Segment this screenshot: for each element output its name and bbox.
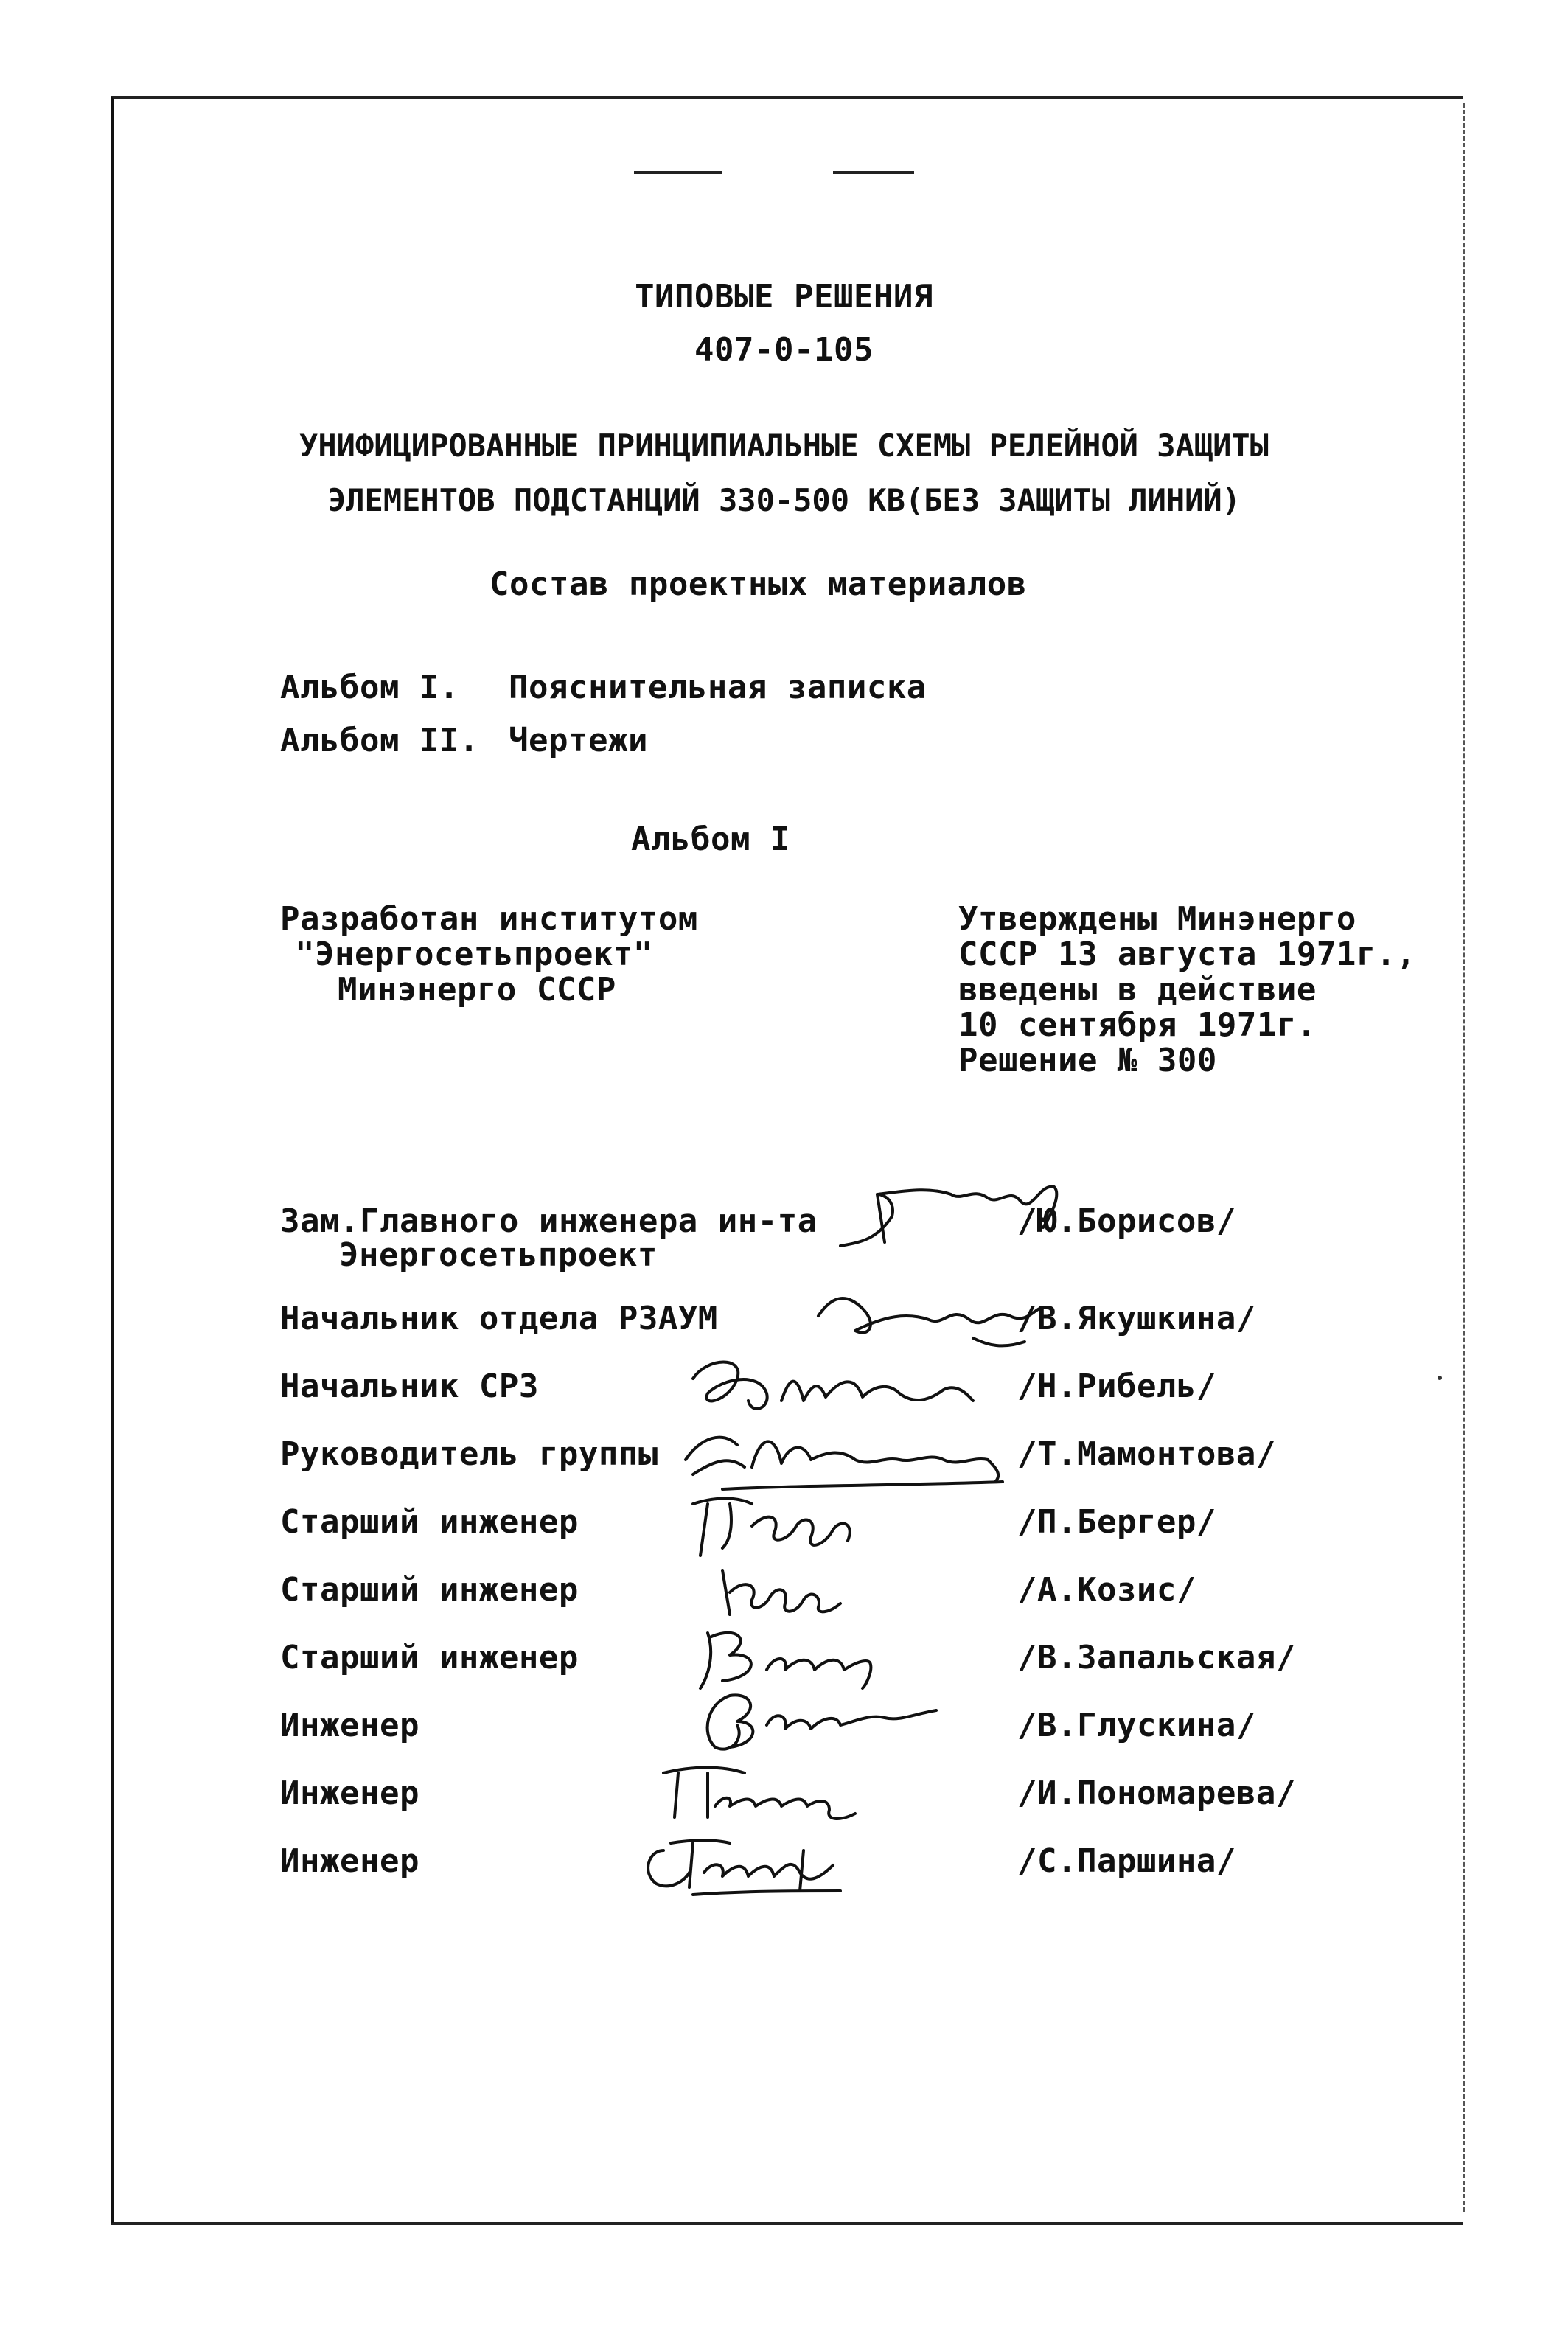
top-dash-left [634, 171, 722, 174]
album-2-title: Чертежи [509, 722, 648, 759]
signatory-name: /Н.Рибель/ [1017, 1368, 1216, 1405]
signatory-name: /А.Козис/ [1017, 1571, 1196, 1609]
title-line-2: ЭЛЕМЕНТОВ ПОДСТАНЦИЙ 330-500 КВ(БЕЗ ЗАЩИТЫ ЛИНИЙ) [327, 482, 1241, 518]
signatory-name: /Т.Мамонтова/ [1017, 1435, 1276, 1473]
signatory-role: Начальник отдела РЗАУМ [280, 1300, 718, 1337]
document-number: 407-0-105 [694, 331, 874, 369]
developer-line-1: Разработан институтом [280, 900, 698, 938]
contents-heading: Состав проектных материалов [489, 565, 1027, 603]
signatory-role: Начальник СРЗ [280, 1368, 539, 1405]
signatory-role-continued: Энергосетьпроект [339, 1236, 658, 1274]
signatory-role: Старший инженер [280, 1571, 579, 1609]
signatory-role: Руководитель группы [280, 1435, 658, 1473]
album-2-label: Альбом II. [280, 722, 479, 759]
scan-speck [1438, 1376, 1442, 1380]
signature-borisov [833, 1172, 1084, 1261]
signatory-name: /П.Бергер/ [1017, 1503, 1216, 1541]
signatory-name: /В.Глускина/ [1017, 1707, 1256, 1744]
developer-line-3: Минэнерго СССР [338, 971, 616, 1009]
signatory-name: /Ю.Борисов/ [1017, 1202, 1236, 1240]
signatory-name: /И.Пономарева/ [1017, 1774, 1296, 1812]
signatory-role: Инженер [280, 1842, 419, 1880]
signatory-name: /В.Запальская/ [1017, 1639, 1296, 1676]
approval-line-2: СССР 13 августа 1971г., [958, 936, 1416, 973]
developer-line-2: "Энергосетьпроект" [295, 936, 653, 973]
page-border [111, 96, 1463, 2225]
signatory-role: Инженер [280, 1707, 419, 1744]
signature-ponomareva [649, 1755, 870, 1828]
signature-parshina [634, 1821, 848, 1902]
signatory-role: Инженер [280, 1774, 419, 1812]
series-title: ТИПОВЫЕ РЕШЕНИЯ [635, 278, 933, 316]
signatory-role: Зам.Главного инженера ин-та [280, 1202, 818, 1240]
album-1-title: Пояснительная записка [509, 669, 927, 706]
signatory-name: /С.Паршина/ [1017, 1842, 1236, 1880]
approval-line-1: Утверждены Минэнерго [958, 900, 1356, 938]
approval-line-4: 10 сентября 1971г. [958, 1006, 1317, 1044]
title-line-1: УНИФИЦИРОВАННЫЕ ПРИНЦИПИАЛЬНЫЕ СХЕМЫ РЕЛЕЙНОЙ ЗАЩИТЫ [299, 428, 1269, 464]
album-1-label: Альбом I. [280, 669, 459, 706]
signature-gluskina [686, 1681, 966, 1762]
album-heading: Альбом I [631, 821, 790, 858]
signature-yakushkina [804, 1279, 1047, 1360]
signatory-role: Старший инженер [280, 1503, 579, 1541]
signatory-role: Старший инженер [280, 1639, 579, 1676]
signatory-name: /В.Якушкина/ [1017, 1300, 1256, 1337]
approval-line-5: Решение № 300 [958, 1042, 1217, 1079]
page-border-right [1463, 103, 1465, 2212]
approval-line-3: введены в действие [958, 971, 1317, 1009]
top-dash-right [833, 171, 914, 174]
